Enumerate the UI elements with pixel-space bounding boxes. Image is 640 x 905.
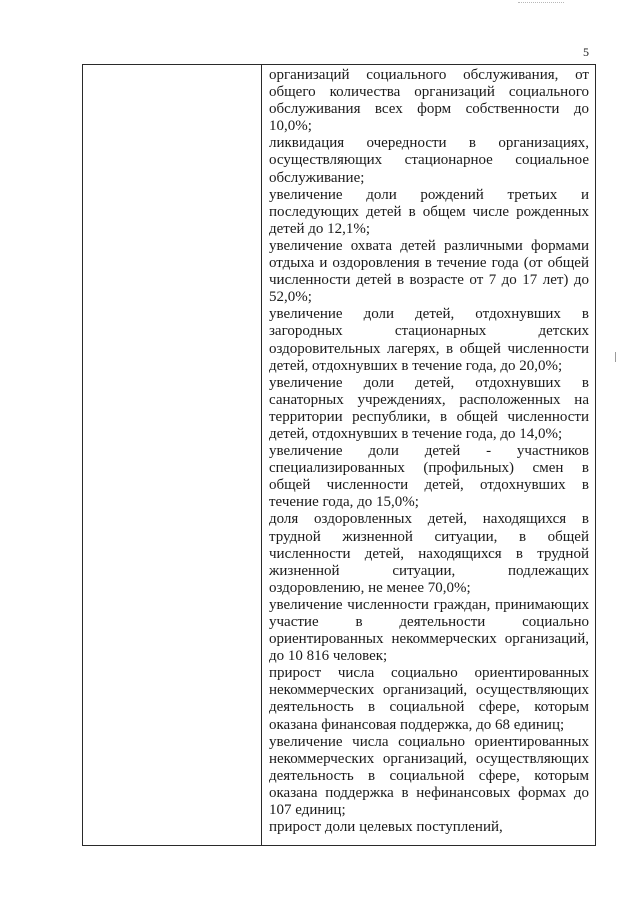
indicator-paragraph: организаций социального обслуживания, от общего количества организаций социального обслуживания всех форм собственности до 10,0%; xyxy=(269,67,589,135)
indicator-paragraph: ликвидация очередности в организациях, осуществляющих стационарное социальное обслуживание; xyxy=(269,135,589,186)
indicator-paragraph: увеличение доли детей, отдохнувших в санаторных учреждениях, расположенных на территории республики, в общей численности детей, отдохнувших в течение года, до 14,0%; xyxy=(269,374,589,442)
indicator-paragraph: прирост числа социально ориентированных некоммерческих организаций, осуществляющих деятельность в социальной сфере, которым оказана финансовая поддержка, до 68 единиц; xyxy=(269,665,589,733)
indicator-paragraph: доля оздоровленных детей, находящихся в трудной жизненной ситуации, в общей численности детей, находящихся в трудной жизненной ситуации, подлежащих оздоровлению, не менее 70,0%; xyxy=(269,511,589,596)
page-number: 5 xyxy=(583,45,589,59)
indicators-column xyxy=(269,67,589,836)
margin-tick xyxy=(615,352,616,362)
indicator-paragraph: увеличение числа социально ориентированных некоммерческих организаций, осуществляющих деятельность в социальной сфере, которым оказана поддержка в нефинансовых формах до 107 единиц; xyxy=(269,733,589,819)
indicator-paragraph: увеличение численности граждан, принимающих участие в деятельности социально ориентированных некоммерческих организаций, до 10 816 человек; xyxy=(269,596,589,665)
document-table xyxy=(82,64,596,846)
indicator-paragraph: увеличение охвата детей различными формами отдыха и оздоровления в течение года (от общей численности детей в возрасте от 7 до 17 лет) до 52,0%; xyxy=(269,237,589,306)
indicator-paragraph: увеличение доли детей, отдохнувших в загородных стационарных детских оздоровительных лагерях, в общей численности детей, отдохнувших в течение года, до 20,0%; xyxy=(269,306,589,374)
indicator-paragraph: увеличение доли рождений третьих и последующих детей в общем числе рожденных детей до 12,1%; xyxy=(269,186,589,237)
indicator-paragraph: увеличение доли детей - участников специализированных (профильных) смен в общей численности детей, отдохнувших в течение года, до 15,0%; xyxy=(269,443,589,511)
scan-artifact xyxy=(518,2,564,11)
indicator-paragraph: прирост доли целевых поступлений, xyxy=(269,819,503,836)
column-divider xyxy=(261,65,262,845)
